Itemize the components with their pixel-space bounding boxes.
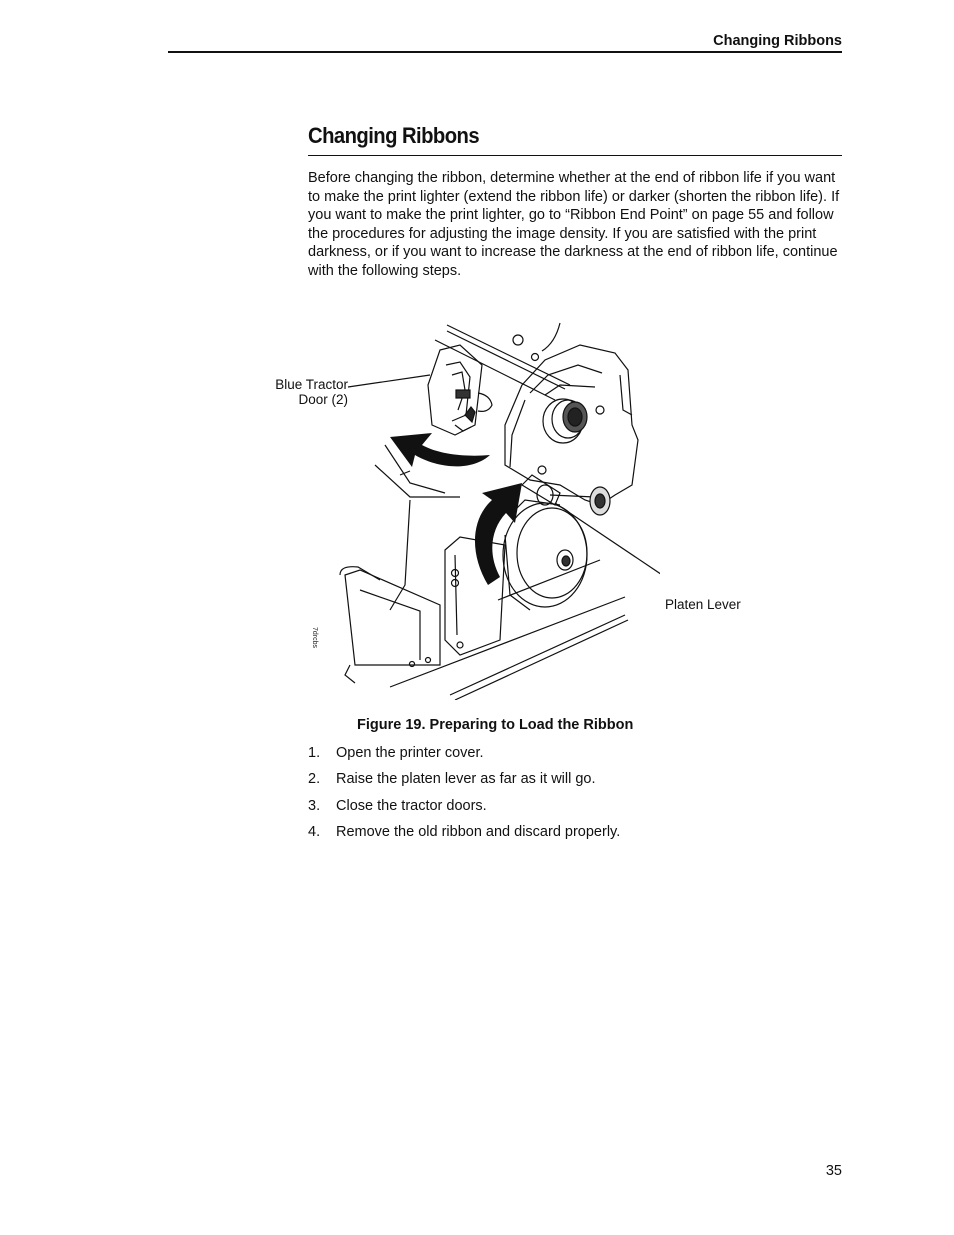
platen-callout-leader <box>555 503 660 597</box>
step-number: 3. <box>308 797 321 814</box>
step-item <box>308 770 620 796</box>
side-bracket <box>445 537 505 655</box>
step-text: Close the tractor doors. <box>336 797 487 814</box>
step-item <box>308 823 620 849</box>
raise-lever-arrow-icon <box>475 483 522 585</box>
step-text: Open the printer cover. <box>336 745 484 761</box>
tractor-callout-leader <box>348 375 430 387</box>
step-number: 4. <box>308 823 321 840</box>
frame-lines <box>435 323 570 400</box>
running-header: Changing Ribbons <box>713 33 842 49</box>
step-item <box>308 744 620 770</box>
page-number: 35 <box>825 1163 842 1179</box>
header-rule <box>168 51 842 53</box>
step-text: Raise the platen lever as far as it will go. <box>336 771 596 788</box>
printer-illustration <box>260 315 660 700</box>
steps-list <box>308 744 620 849</box>
callout-platen-lever: Platen Lever <box>665 597 741 612</box>
close-door-arrow-icon <box>390 433 490 467</box>
step-number: 2. <box>308 771 321 788</box>
step-number: 1. <box>308 745 321 761</box>
step-item <box>308 797 620 823</box>
figure-caption: Figure 19. Preparing to Load the Ribbon <box>357 717 634 733</box>
tractor-door <box>428 345 492 435</box>
section-title: Changing Ribbons <box>308 123 480 148</box>
intro-paragraph: Before changing the ribbon, determine whether at the end of ribbon life if you want to make the print lighter (extend the ribbon life) or darker (shorten the ribbon life). If you want to make the print lighter, go to “Ribbon End Point” on page 55 and follow the procedures for adjusting the image density. If you are satisfied with the print darkness, or if you want to increase the darkness at the end of ribbon life, continue with the following steps. <box>308 170 840 279</box>
callout-blue-tractor-door <box>268 377 348 407</box>
callout-tractor-label: Blue Tractor Door (2) <box>275 377 348 407</box>
title-rule <box>308 155 842 156</box>
drawing-code: 7drcbs <box>311 627 318 649</box>
step-text: Remove the old ribbon and discard properly. <box>336 823 621 840</box>
